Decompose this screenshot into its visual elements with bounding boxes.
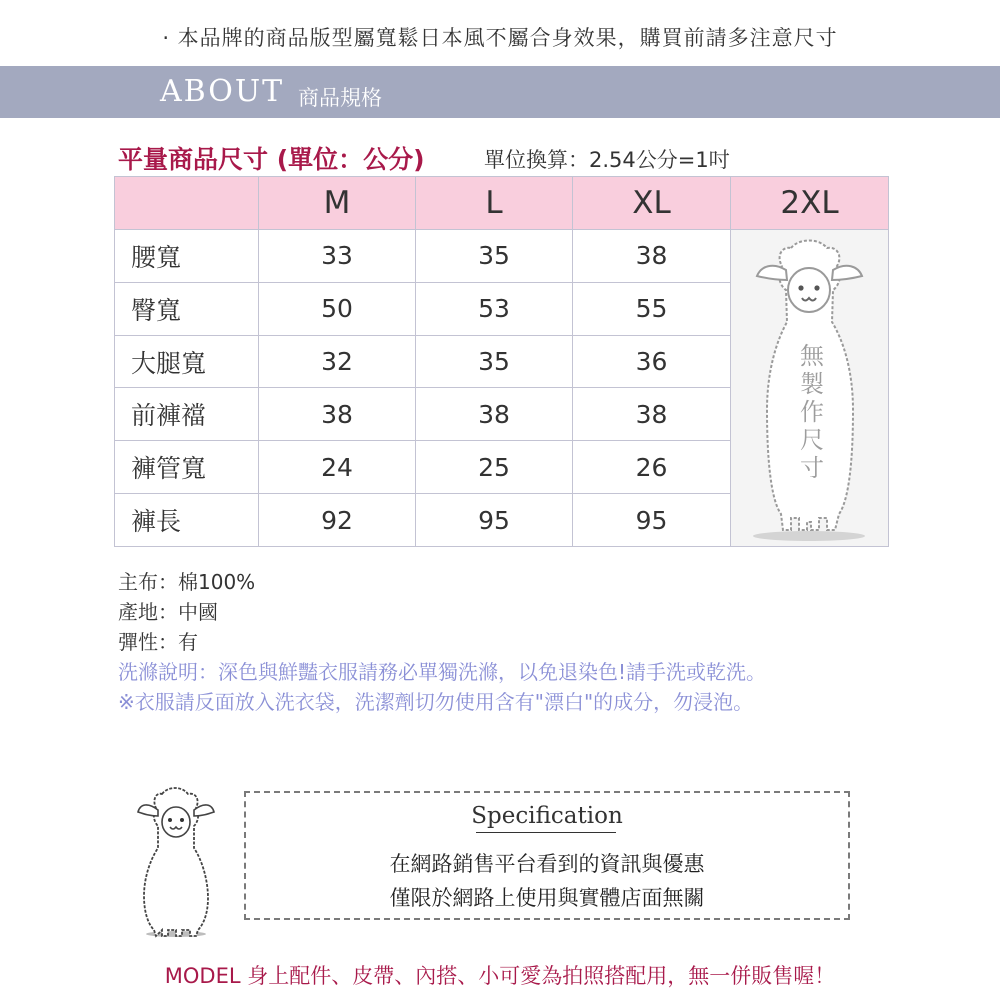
row-label: 褲長 [115,494,259,547]
wash-note: ※衣服請反面放入洗衣袋，洗潔劑切勿使用含有"漂白"的成分，勿浸泡。 [118,690,754,714]
about-title-zh: 商品規格 [298,86,382,110]
fabric-info: 主布：棉100% [118,570,256,594]
cell-l: 35 [416,335,573,388]
spec-box [244,791,850,920]
size-header-row [115,177,889,230]
size-chart-title: 平量商品尺寸 (單位：公分) [118,145,425,174]
about-title-en: ABOUT [160,74,285,109]
fit-notice: · 本品牌的商品版型屬寬鬆日本風不屬合身效果，購買前請多注意尺寸 [162,26,838,50]
spec-underline [476,832,616,833]
size-table [114,176,889,547]
wash-instructions: 洗滌說明：深色與鮮豔衣服請務必單獨洗滌，以免退染色!請手洗或乾洗。 [118,660,767,684]
cell-l: 53 [416,282,573,335]
cell-m: 32 [259,335,416,388]
cell-l: 35 [416,230,573,283]
spec-title: Specification [471,803,623,829]
cell-m: 38 [259,388,416,441]
header-size-xl: XL [573,177,731,230]
cell-xl: 38 [573,230,731,283]
header-size-2xl: 2XL [731,177,889,230]
xxl-unavailable-cell [731,230,889,547]
row-label: 大腿寬 [115,335,259,388]
header-corner [115,177,259,230]
elasticity-info: 彈性：有 [118,630,198,654]
cell-l: 25 [416,441,573,494]
cell-xl: 26 [573,441,731,494]
cell-l: 95 [416,494,573,547]
cell-l: 38 [416,388,573,441]
row-label: 臀寬 [115,282,259,335]
cell-xl: 38 [573,388,731,441]
cell-xl: 55 [573,282,731,335]
cell-xl: 95 [573,494,731,547]
spec-line-2: 僅限於網路上使用與實體店面無關 [389,886,705,910]
cell-m: 50 [259,282,416,335]
unit-conversion-note: 單位換算：2.54公分=1吋 [484,148,730,172]
cell-xl: 36 [573,335,731,388]
spec-line-1: 在網路銷售平台看到的資訊與優惠 [389,852,705,876]
row-label: 腰寬 [115,230,259,283]
table-row [115,230,889,283]
no-size-note: 無製作尺寸 [800,342,824,482]
row-label: 褲管寬 [115,441,259,494]
header-size-m: M [259,177,416,230]
row-label: 前褲襠 [115,388,259,441]
cell-m: 92 [259,494,416,547]
cell-m: 24 [259,441,416,494]
cell-m: 33 [259,230,416,283]
header-size-l: L [416,177,573,230]
about-banner [0,66,1000,118]
alpaca-outline-icon [132,780,222,940]
origin-info: 產地：中國 [118,600,218,624]
model-note: MODEL 身上配件、皮帶、內搭、小可愛為拍照搭配用，無一併販售喔！ [164,964,836,988]
